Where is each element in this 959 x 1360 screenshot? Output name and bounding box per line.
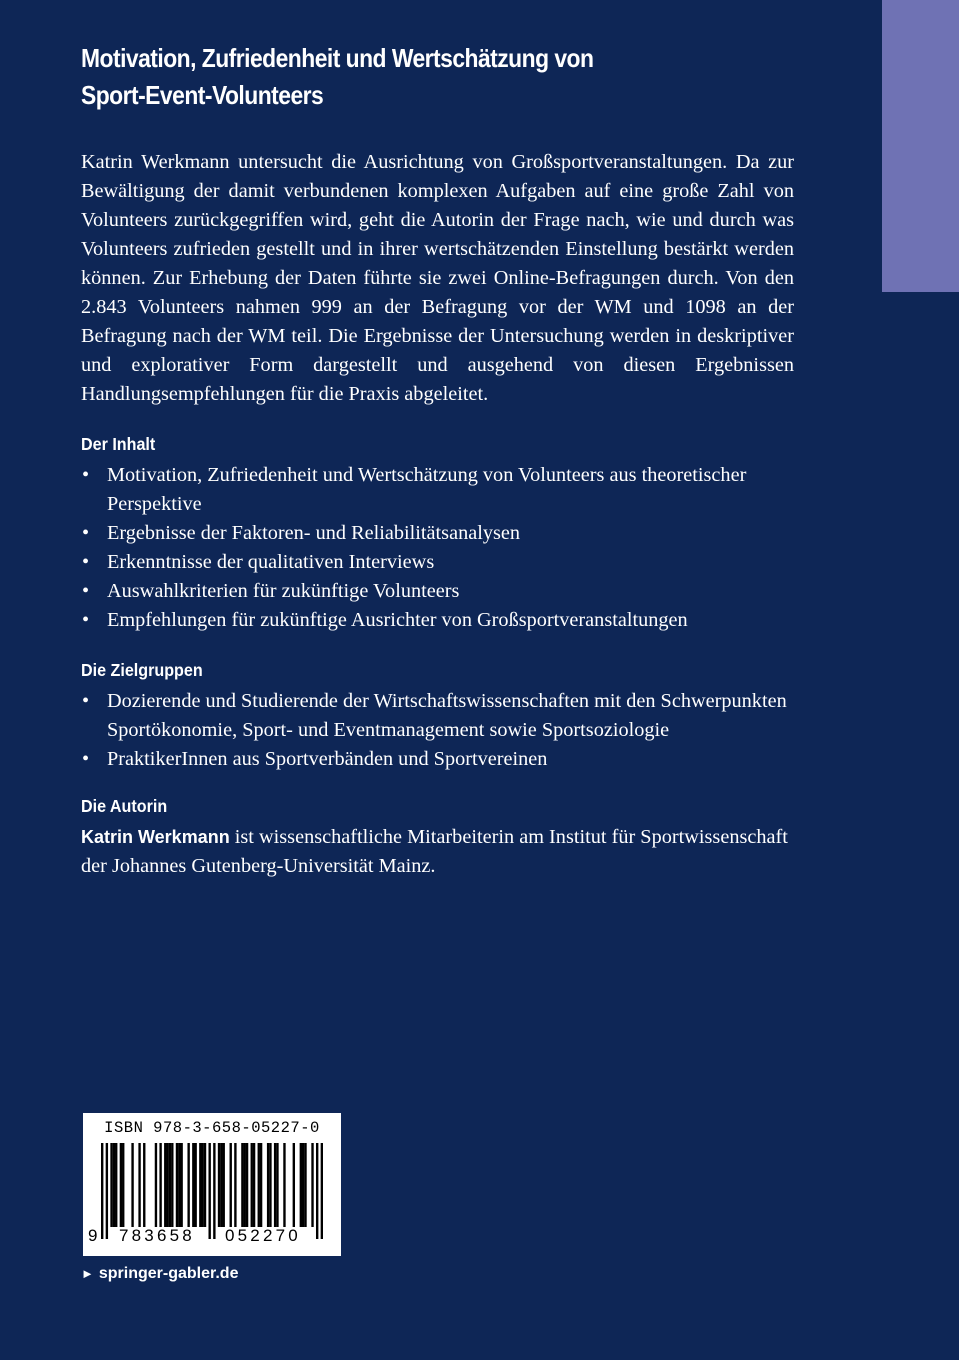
barcode-bar: [178, 1143, 180, 1227]
zielgruppen-heading: Die Zielgruppen: [81, 660, 203, 680]
accent-color-bar: [882, 0, 959, 292]
barcode-bar: [218, 1143, 220, 1227]
barcode-bar: [223, 1143, 225, 1227]
back-cover-content: [81, 40, 797, 881]
barcode-bar: [113, 1143, 115, 1227]
ean-right-digits: 052270: [225, 1226, 301, 1245]
barcode-bar: [187, 1143, 189, 1227]
barcode-bar: [246, 1143, 248, 1227]
barcode-bar: [192, 1143, 194, 1227]
barcode-bar: [110, 1143, 112, 1227]
barcode-bar: [253, 1143, 255, 1227]
inhalt-item-text: Ergebnisse der Faktoren- und Reliabilitätsanalysen: [107, 522, 521, 544]
zielgruppen-item: [81, 687, 797, 745]
author-bio: [81, 823, 797, 881]
barcode-bar: [302, 1143, 304, 1227]
barcode-bar: [293, 1143, 295, 1227]
inhalt-item-text: Auswahlkriterien für zukünftige Volunteers: [107, 580, 460, 602]
inhalt-item: [81, 577, 797, 606]
inhalt-item: [81, 461, 797, 519]
barcode-bar: [176, 1143, 178, 1227]
barcode-bar: [241, 1143, 243, 1227]
isbn-label: ISBN 978-3-658-05227-0: [104, 1119, 320, 1137]
barcode-bar: [311, 1143, 313, 1227]
barcode-bar: [244, 1143, 246, 1227]
barcode-bar: [122, 1143, 124, 1227]
barcode-bar: [180, 1143, 182, 1227]
inhalt-item-text: Motivation, Zufriedenheit und Wertschätzung von Volunteers aus theoretischer Perspektive: [107, 464, 747, 515]
barcode-bar: [269, 1143, 271, 1227]
inhalt-list: [81, 461, 797, 635]
barcode-bar: [131, 1143, 133, 1227]
barcode-bar: [274, 1143, 276, 1227]
ean-left-digits: 783658: [119, 1226, 195, 1245]
bullet-icon: •: [82, 748, 90, 770]
zielgruppen-item-text: PraktikerInnen aus Sportverbänden und Sportvereinen: [107, 748, 548, 770]
isbn-barcode: [83, 1113, 341, 1256]
publisher-link[interactable]: [81, 1263, 238, 1285]
barcode-guard-bar: [101, 1143, 103, 1239]
inhalt-item: [81, 606, 797, 635]
arrow-right-icon: ►: [81, 1266, 94, 1281]
barcode-bar: [204, 1143, 206, 1227]
author-bio-text: ist wissenschaftliche Mitarbeiterin am Institut für Sportwissenschaft der Johannes Gutenberg-Universität Mainz.: [81, 826, 788, 877]
barcode-bar: [138, 1143, 140, 1227]
autorin-heading: Die Autorin: [81, 796, 168, 816]
barcode-bar: [194, 1143, 196, 1227]
inhalt-heading: Der Inhalt: [81, 434, 156, 454]
barcode-bar: [201, 1143, 203, 1227]
barcode-bar: [304, 1143, 306, 1227]
barcode-guard-bar: [316, 1143, 318, 1239]
barcode-bar: [220, 1143, 222, 1227]
barcode-bar: [230, 1143, 232, 1227]
barcode-bar: [171, 1143, 173, 1227]
inhalt-item: [81, 548, 797, 577]
barcode-guard-bar: [208, 1143, 210, 1239]
barcode-bar: [164, 1143, 166, 1227]
inhalt-item-text: Erkenntnisse der qualitativen Interviews: [107, 551, 435, 573]
barcode-bar: [155, 1143, 157, 1227]
barcode-bar: [260, 1143, 262, 1227]
barcode-bar: [276, 1143, 278, 1227]
inhalt-item: [81, 519, 797, 548]
bullet-icon: •: [82, 464, 90, 486]
barcode-bar: [283, 1143, 285, 1227]
barcode-bar: [143, 1143, 145, 1227]
barcode-guard-bar: [106, 1143, 108, 1239]
ean-first-digit: 9: [88, 1226, 98, 1245]
intro-paragraph: Katrin Werkmann untersucht die Ausrichtung von Großsportveranstaltungen. Da zur Bewältigung der damit verbundenen komplexen Aufgaben auf eine große Zahl von Volunteers zurückgegriffen wird, geht die Autorin der Frage nach, wie und durch was Volunteers zufrieden gestellt und in ihrer wertschätzenden Einstellung bestärkt werden können. Zur Erhebung der Daten führte sie zwei Online-Befragungen durch. Von den 2.843 Volunteers nahmen 999 an der Befragung vor der WM und 1098 an der Befragung nach der WM teil. Die Ergebnisse der Untersuchung werden in deskriptiver und explorativer Form dargestellt und ausgehend von diesen Ergebnissen Handlungsempfehlungen für die Praxis abgeleitet.: [81, 151, 794, 405]
inhalt-item-text: Empfehlungen für zukünftige Ausrichter von Großsportveranstaltungen: [107, 609, 688, 631]
zielgruppen-item: [81, 745, 797, 774]
barcode-bar: [159, 1143, 161, 1227]
barcode-bar: [258, 1143, 260, 1227]
barcode-bar: [251, 1143, 253, 1227]
bullet-icon: •: [82, 580, 90, 602]
bullet-icon: •: [82, 609, 90, 631]
barcode-bar: [234, 1143, 236, 1227]
barcode-bar: [267, 1143, 269, 1227]
zielgruppen-item-text: Dozierende und Studierende der Wirtschaftswissenschaften mit den Schwerpunkten Sportökonomie, Sport- und Eventmanagement sowie Sportsoziologie: [107, 690, 787, 741]
publisher-url: springer-gabler.de: [98, 1265, 239, 1282]
bullet-icon: •: [82, 551, 90, 573]
barcode-guard-bar: [321, 1143, 323, 1239]
barcode-bar: [199, 1143, 201, 1227]
zielgruppen-list: [81, 687, 797, 774]
title-line-2: Sport-Event-Volunteers: [81, 80, 324, 110]
bullet-icon: •: [82, 522, 90, 544]
barcode-bar: [300, 1143, 302, 1227]
bullet-icon: •: [82, 690, 90, 712]
author-name: Katrin Werkmann: [81, 827, 230, 847]
barcode-guard-bar: [213, 1143, 215, 1239]
title-line-1: Motivation, Zufriedenheit und Wertschätzung von: [81, 43, 594, 73]
barcode-bar: [120, 1143, 122, 1227]
book-title: [81, 40, 711, 114]
barcode-bar: [169, 1143, 171, 1227]
barcode-bar: [166, 1143, 168, 1227]
barcode-bar: [115, 1143, 117, 1227]
